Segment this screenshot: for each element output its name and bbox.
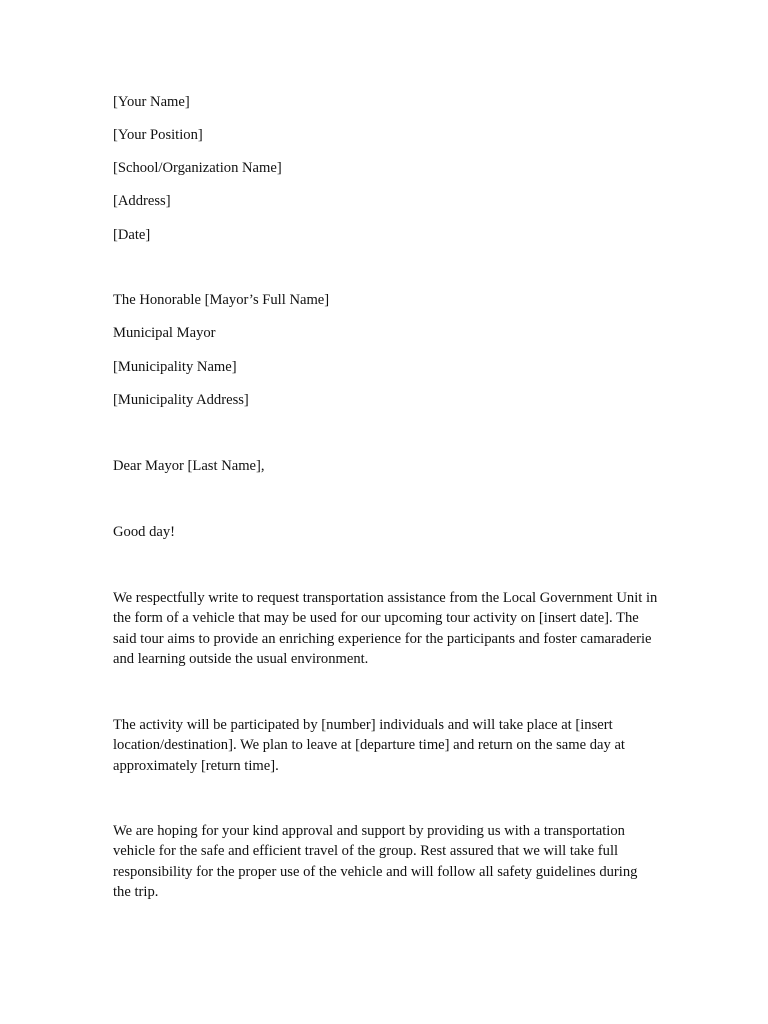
greeting: Good day!: [113, 524, 176, 540]
sender-position: [Your Position]: [113, 127, 203, 143]
sender-name: [Your Name]: [113, 94, 190, 110]
recipient-title: Municipal Mayor: [113, 325, 216, 341]
salutation: Dear Mayor [Last Name],: [113, 458, 265, 474]
body-paragraph-2: The activity will be participated by [number] individuals and will take place at [insert location/destination]. We plan to leave at [departure time] and return on the same day at approximately [return time].: [113, 717, 625, 774]
recipient-municipality: [Municipality Name]: [113, 359, 237, 375]
body-paragraph-3: We are hoping for your kind approval and support by providing us with a transportation vehicle for the safe and efficient travel of the group. Rest assured that we will take full responsibility for the proper use of the vehicle and will follow all safety guidelines during the trip.: [113, 823, 638, 901]
recipient-address: [Municipality Address]: [113, 392, 249, 408]
sender-organization: [School/Organization Name]: [113, 160, 282, 176]
body-paragraph-1: We respectfully write to request transportation assistance from the Local Government Unit in the form of a vehicle that may be used for our upcoming tour activity on [insert date]. The said tour aims to provide an enriching experience for the participants and foster camaraderie and learning outside the usual environment.: [113, 590, 658, 668]
recipient-name: The Honorable [Mayor’s Full Name]: [113, 292, 330, 308]
letter-date: [Date]: [113, 227, 151, 243]
sender-address: [Address]: [113, 193, 171, 209]
